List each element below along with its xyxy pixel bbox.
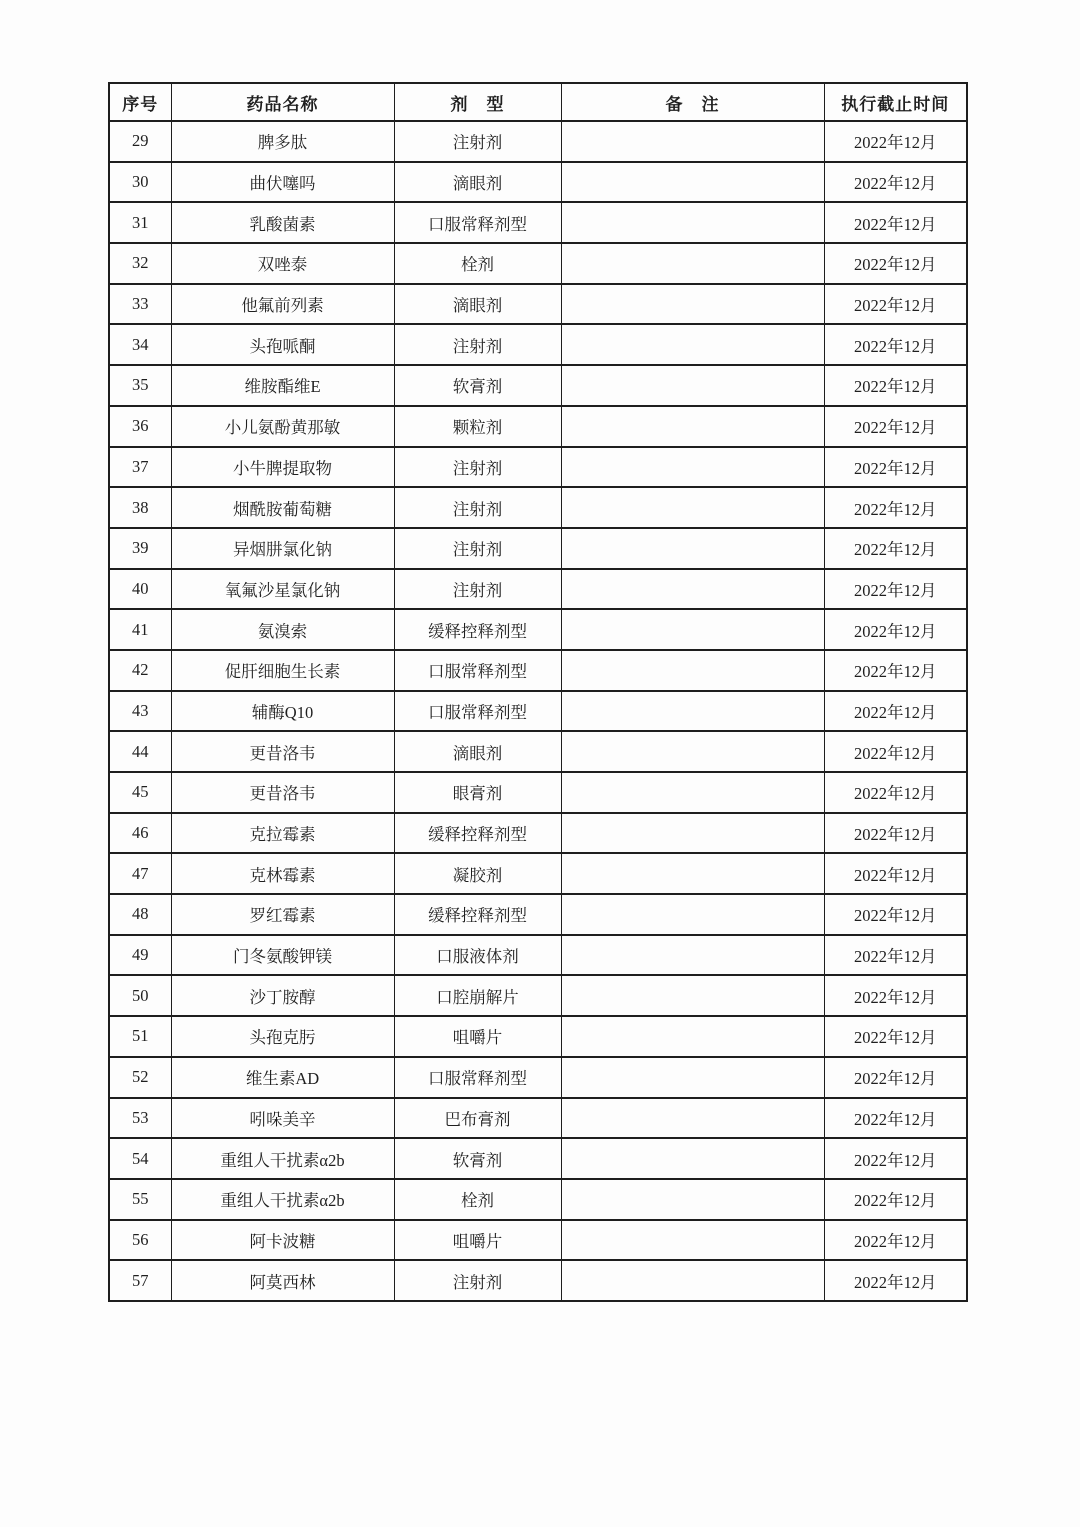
cell-serial-number: 53 [109, 1098, 171, 1139]
header-execution-deadline: 执行截止时间 [824, 83, 967, 121]
cell-execution-deadline: 2022年12月 [824, 1057, 967, 1098]
cell-serial-number: 51 [109, 1016, 171, 1057]
cell-drug-name: 维胺酯维E [171, 365, 394, 406]
cell-execution-deadline: 2022年12月 [824, 894, 967, 935]
cell-remarks [561, 1057, 824, 1098]
table-row [109, 1220, 967, 1261]
cell-execution-deadline: 2022年12月 [824, 324, 967, 365]
cell-serial-number: 42 [109, 650, 171, 691]
cell-serial-number: 54 [109, 1138, 171, 1179]
table-row [109, 202, 967, 243]
table-row [109, 935, 967, 976]
header-remarks: 备 注 [561, 83, 824, 121]
table-row [109, 894, 967, 935]
table-row [109, 1138, 967, 1179]
cell-drug-name: 小儿氨酚黄那敏 [171, 406, 394, 447]
cell-execution-deadline: 2022年12月 [824, 406, 967, 447]
cell-drug-name: 双唑泰 [171, 243, 394, 284]
cell-execution-deadline: 2022年12月 [824, 1179, 967, 1220]
cell-execution-deadline: 2022年12月 [824, 772, 967, 813]
cell-dosage-form: 软膏剂 [394, 365, 561, 406]
header-dosage-form: 剂 型 [394, 83, 561, 121]
table-row [109, 731, 967, 772]
cell-execution-deadline: 2022年12月 [824, 569, 967, 610]
cell-remarks [561, 284, 824, 325]
cell-remarks [561, 528, 824, 569]
cell-remarks [561, 406, 824, 447]
cell-dosage-form: 口腔崩解片 [394, 975, 561, 1016]
cell-remarks [561, 731, 824, 772]
cell-execution-deadline: 2022年12月 [824, 528, 967, 569]
table-row [109, 528, 967, 569]
cell-dosage-form: 注射剂 [394, 324, 561, 365]
cell-dosage-form: 口服常释剂型 [394, 691, 561, 732]
cell-dosage-form: 颗粒剂 [394, 406, 561, 447]
cell-remarks [561, 691, 824, 732]
cell-dosage-form: 注射剂 [394, 569, 561, 610]
table-row [109, 569, 967, 610]
cell-dosage-form: 滴眼剂 [394, 731, 561, 772]
cell-drug-name: 重组人干扰素α2b [171, 1138, 394, 1179]
cell-execution-deadline: 2022年12月 [824, 935, 967, 976]
cell-execution-deadline: 2022年12月 [824, 813, 967, 854]
cell-drug-name: 罗红霉素 [171, 894, 394, 935]
table-row [109, 487, 967, 528]
cell-remarks [561, 162, 824, 203]
cell-remarks [561, 202, 824, 243]
cell-drug-name: 烟酰胺葡萄糖 [171, 487, 394, 528]
cell-execution-deadline: 2022年12月 [824, 284, 967, 325]
cell-serial-number: 43 [109, 691, 171, 732]
cell-remarks [561, 1220, 824, 1261]
cell-dosage-form: 栓剂 [394, 243, 561, 284]
table-row [109, 1016, 967, 1057]
cell-dosage-form: 凝胶剂 [394, 853, 561, 894]
cell-serial-number: 45 [109, 772, 171, 813]
cell-execution-deadline: 2022年12月 [824, 1260, 967, 1301]
cell-dosage-form: 口服常释剂型 [394, 650, 561, 691]
cell-serial-number: 49 [109, 935, 171, 976]
cell-dosage-form: 注射剂 [394, 121, 561, 162]
cell-serial-number: 52 [109, 1057, 171, 1098]
cell-remarks [561, 772, 824, 813]
table-row [109, 691, 967, 732]
table-row [109, 243, 967, 284]
cell-execution-deadline: 2022年12月 [824, 1016, 967, 1057]
cell-dosage-form: 咀嚼片 [394, 1220, 561, 1261]
drug-table [108, 82, 968, 1302]
cell-execution-deadline: 2022年12月 [824, 447, 967, 488]
table-row [109, 975, 967, 1016]
cell-drug-name: 异烟肼氯化钠 [171, 528, 394, 569]
cell-dosage-form: 咀嚼片 [394, 1016, 561, 1057]
table-row [109, 1179, 967, 1220]
table-row [109, 772, 967, 813]
cell-serial-number: 30 [109, 162, 171, 203]
cell-dosage-form: 软膏剂 [394, 1138, 561, 1179]
cell-execution-deadline: 2022年12月 [824, 853, 967, 894]
cell-remarks [561, 853, 824, 894]
cell-execution-deadline: 2022年12月 [824, 731, 967, 772]
cell-drug-name: 克拉霉素 [171, 813, 394, 854]
cell-dosage-form: 滴眼剂 [394, 284, 561, 325]
cell-serial-number: 47 [109, 853, 171, 894]
cell-remarks [561, 569, 824, 610]
cell-execution-deadline: 2022年12月 [824, 121, 967, 162]
cell-dosage-form: 缓释控释剂型 [394, 813, 561, 854]
cell-drug-name: 克林霉素 [171, 853, 394, 894]
table-row [109, 121, 967, 162]
cell-drug-name: 乳酸菌素 [171, 202, 394, 243]
cell-serial-number: 29 [109, 121, 171, 162]
cell-serial-number: 36 [109, 406, 171, 447]
table-row [109, 1057, 967, 1098]
cell-drug-name: 维生素AD [171, 1057, 394, 1098]
cell-dosage-form: 注射剂 [394, 1260, 561, 1301]
table-row [109, 853, 967, 894]
cell-serial-number: 44 [109, 731, 171, 772]
cell-serial-number: 31 [109, 202, 171, 243]
cell-serial-number: 32 [109, 243, 171, 284]
cell-execution-deadline: 2022年12月 [824, 975, 967, 1016]
cell-serial-number: 41 [109, 609, 171, 650]
cell-dosage-form: 滴眼剂 [394, 162, 561, 203]
cell-execution-deadline: 2022年12月 [824, 202, 967, 243]
cell-drug-name: 小牛脾提取物 [171, 447, 394, 488]
table-row [109, 365, 967, 406]
cell-dosage-form: 注射剂 [394, 447, 561, 488]
cell-drug-name: 门冬氨酸钾镁 [171, 935, 394, 976]
cell-serial-number: 33 [109, 284, 171, 325]
cell-remarks [561, 243, 824, 284]
cell-drug-name: 曲伏噻吗 [171, 162, 394, 203]
cell-dosage-form: 注射剂 [394, 528, 561, 569]
cell-remarks [561, 121, 824, 162]
cell-drug-name: 吲哚美辛 [171, 1098, 394, 1139]
cell-execution-deadline: 2022年12月 [824, 1220, 967, 1261]
cell-serial-number: 40 [109, 569, 171, 610]
cell-execution-deadline: 2022年12月 [824, 1098, 967, 1139]
cell-remarks [561, 365, 824, 406]
cell-dosage-form: 缓释控释剂型 [394, 609, 561, 650]
cell-serial-number: 46 [109, 813, 171, 854]
table-row [109, 1098, 967, 1139]
cell-execution-deadline: 2022年12月 [824, 691, 967, 732]
cell-dosage-form: 口服液体剂 [394, 935, 561, 976]
cell-drug-name: 阿卡波糖 [171, 1220, 394, 1261]
table-row [109, 324, 967, 365]
cell-drug-name: 头孢克肟 [171, 1016, 394, 1057]
cell-dosage-form: 巴布膏剂 [394, 1098, 561, 1139]
cell-dosage-form: 缓释控释剂型 [394, 894, 561, 935]
cell-dosage-form: 栓剂 [394, 1179, 561, 1220]
cell-execution-deadline: 2022年12月 [824, 609, 967, 650]
table-body [109, 121, 967, 1301]
cell-drug-name: 阿莫西林 [171, 1260, 394, 1301]
cell-drug-name: 氨溴索 [171, 609, 394, 650]
cell-remarks [561, 1098, 824, 1139]
cell-serial-number: 50 [109, 975, 171, 1016]
cell-drug-name: 辅酶Q10 [171, 691, 394, 732]
table-row [109, 650, 967, 691]
cell-execution-deadline: 2022年12月 [824, 243, 967, 284]
cell-serial-number: 38 [109, 487, 171, 528]
header-drug-name: 药品名称 [171, 83, 394, 121]
cell-drug-name: 氧氟沙星氯化钠 [171, 569, 394, 610]
cell-execution-deadline: 2022年12月 [824, 162, 967, 203]
cell-serial-number: 56 [109, 1220, 171, 1261]
cell-serial-number: 34 [109, 324, 171, 365]
cell-drug-name: 重组人干扰素α2b [171, 1179, 394, 1220]
cell-remarks [561, 487, 824, 528]
cell-remarks [561, 975, 824, 1016]
cell-remarks [561, 609, 824, 650]
cell-drug-name: 促肝细胞生长素 [171, 650, 394, 691]
cell-remarks [561, 813, 824, 854]
cell-execution-deadline: 2022年12月 [824, 365, 967, 406]
cell-remarks [561, 650, 824, 691]
table-row [109, 447, 967, 488]
cell-drug-name: 脾多肽 [171, 121, 394, 162]
cell-execution-deadline: 2022年12月 [824, 650, 967, 691]
cell-serial-number: 39 [109, 528, 171, 569]
cell-execution-deadline: 2022年12月 [824, 1138, 967, 1179]
cell-remarks [561, 935, 824, 976]
cell-remarks [561, 1179, 824, 1220]
cell-serial-number: 57 [109, 1260, 171, 1301]
cell-serial-number: 55 [109, 1179, 171, 1220]
cell-drug-name: 他氟前列素 [171, 284, 394, 325]
cell-serial-number: 48 [109, 894, 171, 935]
cell-remarks [561, 447, 824, 488]
cell-remarks [561, 1138, 824, 1179]
cell-remarks [561, 1260, 824, 1301]
table-header-row [109, 83, 967, 121]
cell-dosage-form: 注射剂 [394, 487, 561, 528]
cell-drug-name: 更昔洛韦 [171, 772, 394, 813]
cell-drug-name: 沙丁胺醇 [171, 975, 394, 1016]
table-row [109, 609, 967, 650]
table-row [109, 284, 967, 325]
table-row [109, 1260, 967, 1301]
cell-serial-number: 35 [109, 365, 171, 406]
cell-remarks [561, 894, 824, 935]
cell-dosage-form: 口服常释剂型 [394, 1057, 561, 1098]
cell-remarks [561, 324, 824, 365]
cell-serial-number: 37 [109, 447, 171, 488]
cell-execution-deadline: 2022年12月 [824, 487, 967, 528]
header-serial-number: 序号 [109, 83, 171, 121]
cell-dosage-form: 口服常释剂型 [394, 202, 561, 243]
cell-remarks [561, 1016, 824, 1057]
table-row [109, 813, 967, 854]
cell-drug-name: 头孢哌酮 [171, 324, 394, 365]
cell-dosage-form: 眼膏剂 [394, 772, 561, 813]
table-row [109, 406, 967, 447]
cell-drug-name: 更昔洛韦 [171, 731, 394, 772]
table-row [109, 162, 967, 203]
